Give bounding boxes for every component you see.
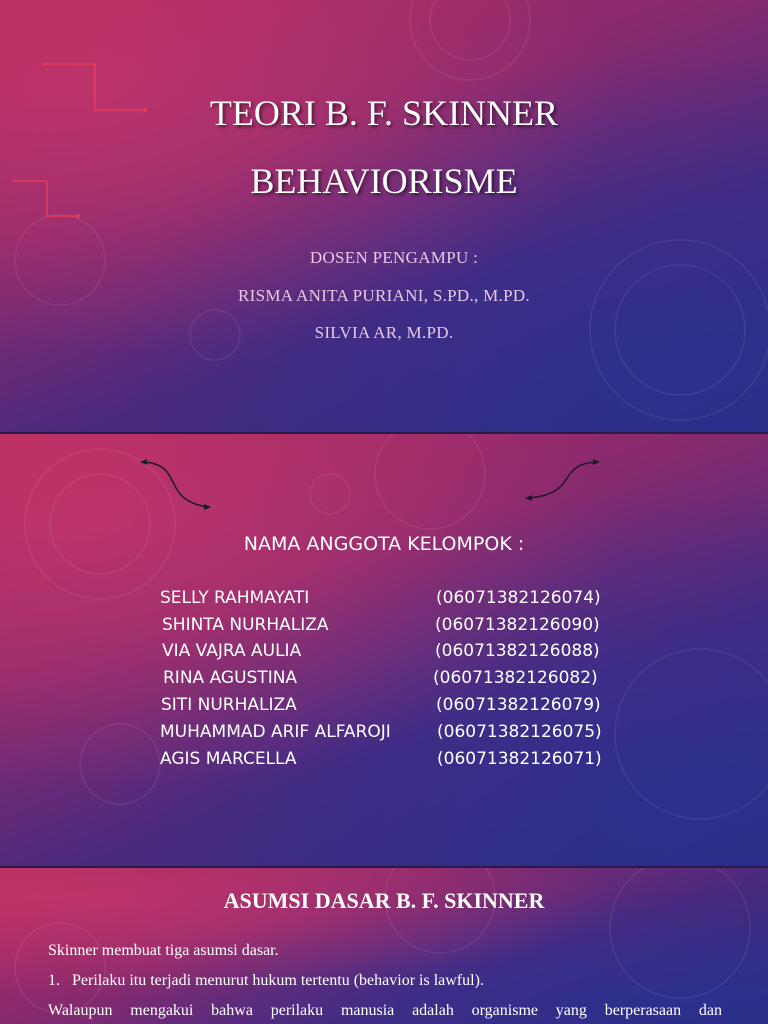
member-row xyxy=(0,749,768,773)
member-nim: (06071382126082) xyxy=(433,668,598,688)
member-row xyxy=(0,722,768,746)
paragraph-1: Skinner membuat tiga asumsi dasar. xyxy=(48,942,279,959)
lecturer-label: DOSEN PENGAMPU : xyxy=(309,248,479,267)
member-name: AGIS MARCELLA xyxy=(160,749,297,769)
member-name: SELLY RAHMAYATI xyxy=(160,588,310,608)
member-row xyxy=(0,641,768,665)
member-row xyxy=(0,695,768,719)
slide-assumptions xyxy=(0,868,768,1024)
member-nim: (06071382126071) xyxy=(437,749,602,769)
member-name: MUHAMMAD ARIF ALFAROJI xyxy=(160,722,391,742)
member-name: SHINTA NURHALIZA xyxy=(162,615,329,635)
title-line-2: BEHAVIORISME xyxy=(250,161,518,201)
slide-title xyxy=(0,0,768,432)
member-nim: (06071382126090) xyxy=(435,615,600,635)
member-row xyxy=(0,588,768,612)
lecturer-1: RISMA ANITA PURIANI, S.PD., M.PD. xyxy=(238,286,530,305)
member-nim: (06071382126074) xyxy=(436,588,601,608)
assumptions-heading: ASUMSI DASAR B. F. SKINNER xyxy=(223,888,545,913)
member-nim: (06071382126088) xyxy=(435,641,600,661)
member-name: SITI NURHALIZA xyxy=(161,695,297,715)
member-nim: (06071382126075) xyxy=(437,722,602,742)
slide-members xyxy=(0,434,768,866)
title-line-1: TEORI B. F. SKINNER xyxy=(209,93,559,133)
paragraph-3: Walaupun mengakui bahwa perilaku manusia adalah organisme yang berperasaan dan xyxy=(48,1002,722,1019)
member-row xyxy=(0,615,768,639)
slide-decoration xyxy=(0,0,768,432)
lecturer-2: SILVIA AR, M.PD. xyxy=(314,323,454,342)
paragraph-2: 1. Perilaku itu terjadi menurut hukum tertentu (behavior is lawful). xyxy=(48,972,484,989)
member-row xyxy=(0,668,768,692)
member-name: RINA AGUSTINA xyxy=(163,668,298,688)
member-nim: (06071382126079) xyxy=(436,695,601,715)
member-name: VIA VAJRA AULIA xyxy=(162,641,302,661)
members-heading: NAMA ANGGOTA KELOMPOK : xyxy=(243,533,525,555)
